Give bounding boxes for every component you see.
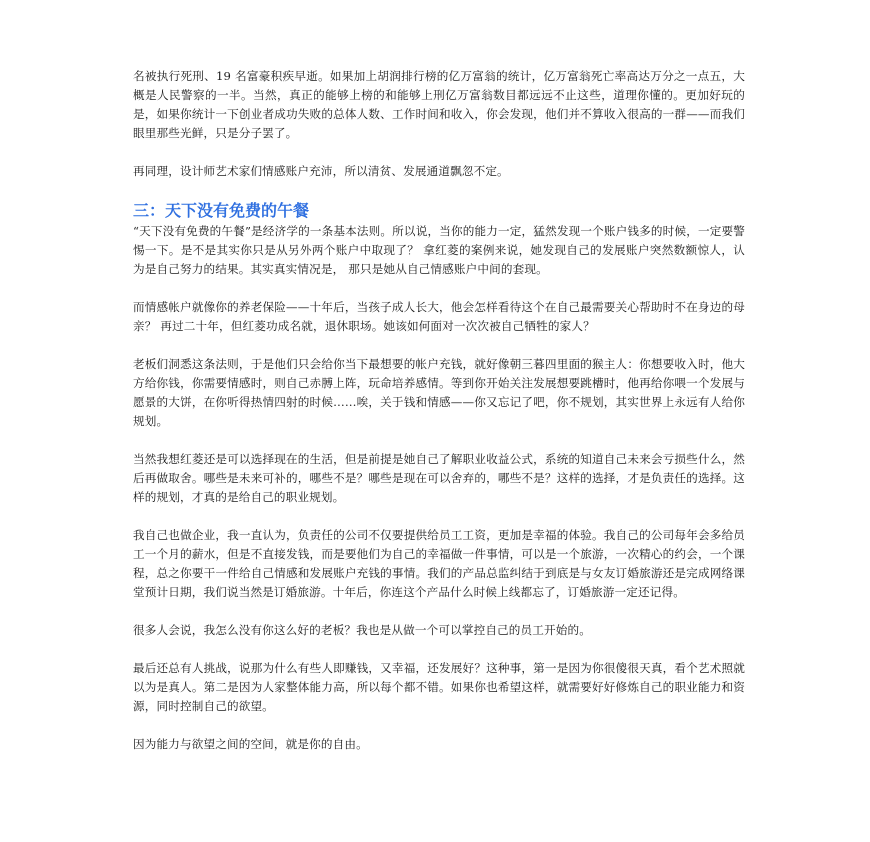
section-heading: 三：天下没有免费的午餐: [133, 201, 310, 220]
paragraph-bosses-rule: 老板们洞悉这条法则，于是他们只会给你当下最想要的帐户充钱，就好像朝三暮四里面的猴主人：你想要收入时，他大方给你钱，你需要情感时，则自己赤膊上阵，玩命培养感情。等到你开始关注发展想要跳槽时，他再给你喂一个发展与愿景的大饼，在你听得热情四射的时候……唉，关于钱和情感——你又忘记了吧，你不规划，其实世界上永远有人给你规划。: [133, 357, 745, 428]
document-body: [133, 67, 745, 754]
paragraph-billionaire-statistics: 名被执行死刑、19 名富豪积疾早逝。如果加上胡润排行榜的亿万富翁的统计，亿万富翁死亡率高达万分之一点五，大概是人民警察的一半。当然，真正的能够上榜的和能够上刑亿万富翁数目都远远不止这些，道理你懂的。更加好玩的是，如果你统计一下创业者成功失败的总体人数、工作时间和收入，你会发现，他们并不算收入很高的一群——而我们眼里那些光鲜，只是分子罢了。: [133, 69, 745, 140]
paragraph-my-company: 我自己也做企业，我一直认为，负责任的公司不仅要提供给员工工资，更加是幸福的体验。我自己的公司每年会多给员工一个月的薪水，但是不直接发钱，而是要他们为自己的幸福做一件事情，可以是一个旅游，一次精心的约会，一个课程，总之你要干一件给自己情感和发展账户充钱的事情。我们的产品总监纠结于到底是与女友订婚旅游还是完成网络课堂预计日期，我们说当然是订婚旅游。十年后，你连这个产品什么时候上线都忘了，订婚旅游一定还记得。: [133, 528, 745, 599]
paragraph-designers-artists: 再同理，设计师艺术家们情感账户充沛，所以清贫、发展通道飘忽不定。: [133, 164, 509, 178]
paragraph-freedom: 因为能力与欲望之间的空间，就是你的自由。: [133, 737, 368, 751]
paragraph-good-boss: 很多人会说，我怎么没有你这么好的老板？我也是从做一个可以掌控自己的员工开始的。: [133, 623, 592, 637]
paragraph-no-free-lunch: “天下没有免费的午餐”是经济学的一条基本法则。所以说，当你的能力一定，猛然发现一个账户钱多的时候，一定要警惕一下。是不是其实你只是从另外两个账户中取现了？ 拿红菱的案例来说，她发现自己的发展账户突然数额惊人，认为是自己努力的结果。其实真实情况是， 那只是她从自己情感账户中间的套现。: [133, 224, 745, 276]
paragraph-challenge: 最后还总有人挑战，说那为什么有些人即赚钱，又幸福，还发展好？这种事，第一是因为你很傻很天真，看个艺术照就以为是真人。第二是因为人家整体能力高，所以每个都不错。如果你也希望这样，就需要好好修炼自己的职业能力和资源，同时控制自己的欲望。: [133, 661, 745, 713]
paragraph-choice-responsibility: 当然我想红菱还是可以选择现在的生活，但是前提是她自己了解职业收益公式，系统的知道自己未来会亏损些什么，然后再做取舍。哪些是未来可补的，哪些不是？哪些是现在可以舍弃的，哪些不是？这样的选择，才是负责任的选择。这样的规划，才真的是给自己的职业规划。: [133, 452, 745, 504]
paragraph-emotional-account: 而情感帐户就像你的养老保险——十年后，当孩子成人长大，他会怎样看待这个在自己最需要关心帮助时不在身边的母亲？ 再过二十年，但红菱功成名就，退休职场。她该如何面对一次次被自己牺牲的家人？: [133, 300, 745, 333]
